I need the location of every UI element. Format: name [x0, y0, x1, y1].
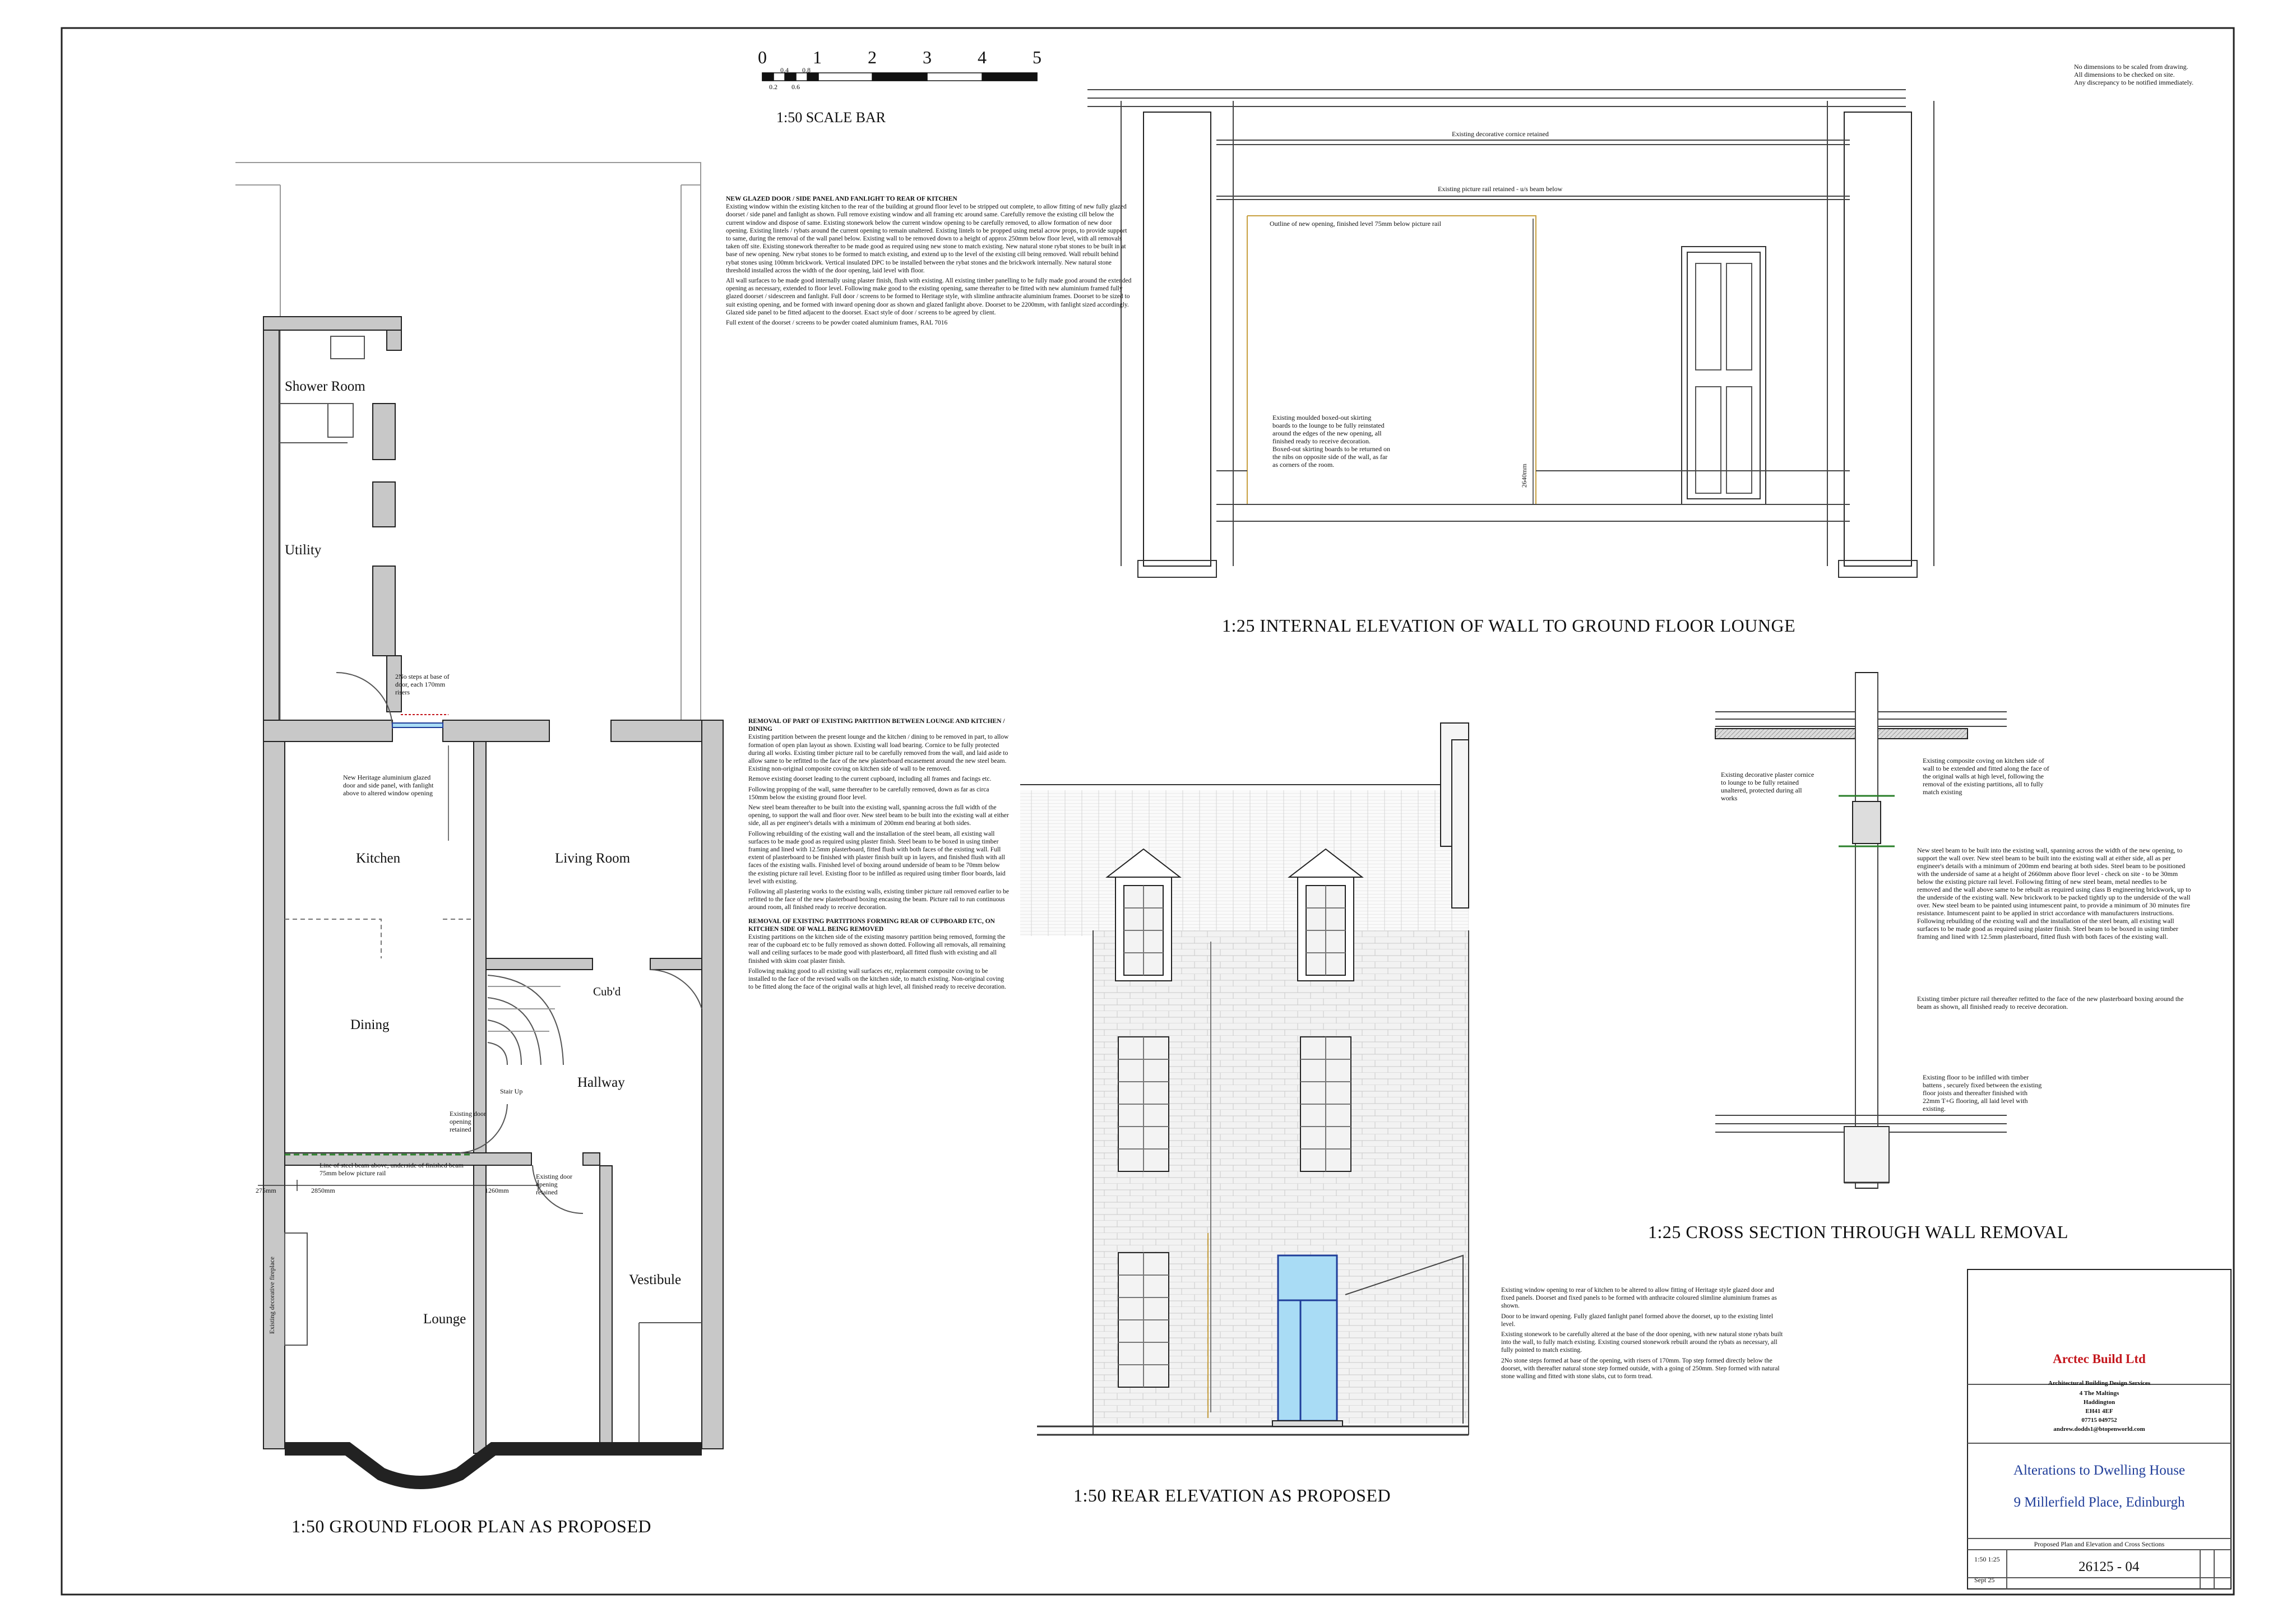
label-door-retained-left: Existing door opening retained — [450, 1110, 486, 1133]
tb-drawing-no: 26125 - 04 — [2079, 1559, 2140, 1574]
tb-firm: Arctec Build Ltd — [2053, 1352, 2146, 1366]
scale-label-3: 3 — [923, 47, 932, 67]
label-floor-infill: Existing floor to be infilled with timber battens , securely fixed between the existing floor joists and thereafter finished with 22mm T+G flooring, all laid level with existing. — [1923, 1073, 2042, 1113]
note-glazed-door: NEW GLAZED DOOR / SIDE PANEL AND FANLIGHT TO REAR OF KITCHEN Existing window within the existing kitchen to the rear of the building at ground floor level to be stripped out complete, to allow fitting of new fully glazed doorset / side panel and fanlight as shown. Full remove existing window and all framing etc around same. Carefully remove the existing cill below the current window and dispose of same. Existing stonework below the current window opening to be carefully removed, to allow formation of new door opening. Existing lintels / rybats around the current opening to remain unaltered. Existing lintels to be propped using metal acrow props, to provide support to same, during the removal of the wall panel below. Existing wall to be removed down to a height of approx 250mm below floor level, with all removals taken off site. Existing stonework thereafter to be made good as required using new stone to match existing. New natural stone rybat stones to be built in at base of new opening. New rybat stones to be formed to match existing, and extend up to the level of the existing cill being removed. Wall rebuilt behind rybat stones using 100mm brickwork. Vertical insulated DPC to be installed between the rybat stones and the brickwork internally. New natural stone threshold installed across the width of the door opening, laid level with floor. All wall surfaces to be made good internally using plaster finish, flush with existing. All existing timber panelling to be fully made good around the extended opening as necessary, extended to floor level. Following make good to the existing opening, same thereafter to be fitted with new aluminium framed fully glazed doorset / sidescreen and fanlight. Full door / screens to be formed to Heritage style, with slimline anthracite aluminium frames. Doorset to be sized to suit existing opening, and be formed with inward opening door as shown and glazed fanlight above. Doorset to be 2200mm, with fanlight sized accordingly. Glazed side panel to be fitted adjacent to the doorset. Exact style of door / screens to be agreed by client. Full extent of the doorset / screens to be powder coated aluminium frames, RAL 7016 — [726, 196, 1132, 327]
scale-label-1: 1 — [813, 47, 822, 67]
internal-elevation — [1087, 90, 1934, 577]
label-beam: Line of steel beam above, underside of finished beam 75mm below picture rail — [320, 1161, 464, 1177]
scale-label-2: 2 — [868, 47, 877, 67]
label-stair-up: Stair Up — [500, 1087, 523, 1095]
tb-services: Architectural Building Design Services — [2048, 1380, 2151, 1387]
room-dining: Dining — [350, 1017, 390, 1032]
room-cupboard: Cub'd — [593, 985, 621, 998]
scale-minor-0-2: 0.2 — [769, 83, 777, 91]
label-picture-rail: Existing picture rail retained - u/s beam below — [1438, 185, 1563, 193]
rear-elevation — [1020, 723, 1469, 1435]
tb-date: Sept 25 — [1974, 1576, 1995, 1584]
label-fireplace: Existing decorative fireplace — [268, 1257, 276, 1334]
dim-1260: 1260mm — [485, 1187, 509, 1194]
label-picture-rail-section: Existing timber picture rail thereafter refitted to the face of the new plasterboard boxing around the beam as shown, all finished ready to receive decoration. — [1917, 995, 2184, 1011]
note-window-opening: Existing window opening to rear of kitchen to be altered to allow fitting of Heritage style glazed door and fixed panels. Doorset and fixed panels to be formed with anthracite coloured slimline aluminium frames as shown. Door to be inward opening. Fully glazed fanlight panel formed above the doorset, up to the existing lintel level. Existing stonework to be carefully altered at the base of the door opening, with new natural stone rybats built into the wall, to fully match existing. Existing coursed stonework rebuilt around the rybats as necessary, all fully pointed to match existing. 2No stone steps formed at base of the opening, with risers of 170mm. Top step formed directly below the doorset, with thereafter natural stone step formed outside, with a going of 250mm. Step formed with natural stone walling and fitted with stone slabs, cut to form tread. — [1501, 1287, 1783, 1380]
scale-label-5: 5 — [1033, 47, 1041, 67]
internal-elevation-title: 1:25 INTERNAL ELEVATION OF WALL TO GROUND FLOOR LOUNGE — [1222, 615, 1796, 636]
room-lounge: Lounge — [423, 1311, 466, 1327]
label-outline: Outline of new opening, finished level 75mm below picture rail — [1270, 220, 1441, 228]
label-steel-beam: New steel beam to be built into the existing wall, spanning across the width of the new opening, to support the wall over. New steel beam to be built into the existing wall at either side, all as per engineer's details with a minimum of 200mm end bearing at both sides. Steel beam to be positioned with the underside of same at a height of 2660mm above floor level - check on site - to be 30mm below the existing picture rail level. Following fitting of new steel beam, metal needles to be removed and the wall above same to be rebuilt as required using class B engineering brickwork, up to the underside of the existing wall. New brickwork to be packed tightly up to the underside of the wall over. New steel beam to be painted using intumescent paint, to provide a minimum of 30 minutes fire resistance. Intumescent paint to be applied in strict accordance with manufacturers instructions. Following rebuilding of the existing wall and the installation of the steel beam, all existing wall surfaces to be made good as required using plaster finish. Steel beam to be boxed in using timber framing and lined with 12.5mm plasterboard, fitted flush with both faces of the existing wall. — [1917, 846, 2191, 940]
room-utility: Utility — [285, 543, 322, 558]
scale-label-4: 4 — [978, 47, 987, 67]
scale-minor-0-6: 0.6 — [791, 83, 800, 91]
tb-drawing-title: Proposed Plan and Elevation and Cross Sections — [2034, 1540, 2165, 1548]
label-coving: Existing composite coving on kitchen side of wall to be extended and fitted along the face of the original walls at high level, following the removal of the existing partitions, all to fully match existing — [1923, 757, 2049, 796]
top-right-note: No dimensions to be scaled from drawing. All dimensions to be checked on site. Any discrepancy to be notified immediately. — [2074, 63, 2194, 86]
scale-bar-caption: 1:50 SCALE BAR — [776, 109, 886, 126]
room-shower: Shower Room — [285, 379, 365, 394]
dim-275: 275mm — [256, 1187, 276, 1194]
room-living: Living Room — [555, 851, 631, 866]
tb-scale: 1:50 1:25 — [1974, 1555, 2000, 1563]
label-plaster-cornice: Existing decorative plaster cornice to lounge to be fully retained unaltered, protected during all works — [1721, 771, 1814, 802]
room-kitchen: Kitchen — [356, 851, 401, 866]
label-height-dim: 2640mm — [1520, 464, 1528, 488]
scale-minor-0-8: 0.8 — [802, 66, 811, 74]
scale-label-0: 0 — [758, 47, 767, 67]
dim-2850: 2850mm — [311, 1187, 335, 1194]
plan-title: 1:50 GROUND FLOOR PLAN AS PROPOSED — [291, 1516, 651, 1536]
room-vestibule: Vestibule — [629, 1272, 682, 1287]
tb-project: Alterations to Dwelling House — [2013, 1463, 2186, 1478]
scale-bar — [762, 73, 1037, 81]
rear-elevation-title: 1:50 REAR ELEVATION AS PROPOSED — [1073, 1485, 1391, 1505]
label-new-door: New Heritage aluminium glazed door and side panel, with fanlight above to altered window opening — [343, 773, 434, 797]
tb-project-address: 9 Millerfield Place, Edinburgh — [2013, 1495, 2185, 1510]
label-skirting: Existing moulded boxed-out skirting boards to the lounge to be fully reinstated around the edges of the new opening, all finished ready to receive decoration. Boxed-out skirting boards to be returned on the nibs on opposite side of the wall, as far as corners of the room. — [1272, 414, 1390, 469]
label-cornice: Existing decorative cornice retained — [1452, 130, 1549, 138]
cross-section-title: 1:25 CROSS SECTION THROUGH WALL REMOVAL — [1648, 1222, 2068, 1242]
note-removal-partition: REMOVAL OF PART OF EXISTING PARTITION BETWEEN LOUNGE AND KITCHEN / DINING Existing partition between the present lounge and the kitchen / dining to be removed in part, to allow formation of open plan layout as shown. Existing wall load bearing. Cornice to be fully protected during all works. Existing timber picture rail to be carefully removed from the wall, and laid aside to allow same to be refitted to the face of the new plasterboard encasement around the new steel beam. Existing non-original composite coving on kitchen side of wall to be removed. Remove existing doorset leading to the current cupboard, including all frames and facings etc. Following propping of the wall, same thereafter to be carefully removed, down as far as circa 150mm below the existing ground floor level. New steel beam thereafter to be built into the existing wall, spanning across the full width of the opening, to support the wall and floor over. New steel beam to be built into the existing wall at either side, all as per engineer's details with a minimum of 200mm end bearing at both sides. Following rebuilding of the existing wall and the installation of the steel beam, all existing wall surfaces to be made good as required using plaster finish. Steel beam to be boxed in using timber framing and lined with 12.5mm plasterboard, fitted flush with both faces of the existing wall. Full extent of plasterboard to be finished with plaster finish built up in layers, and finished flush with all faces of the existing walls. Finished level of boxing around underside of beam to be 70mm below the existing picture rail level. Existing floor to be infilled as required using timber floor boards, laid level with existing. Following all plastering works to the existing walls, existing timber picture rail removed earlier to be refitted to the face of the new plasterboard boxing encasing the beam. Picture rail to run continuous around room, all finished ready to receive decoration. REMOVAL OF EXISTING PARTITIONS FORMING REAR OF CUPBOARD ETC, ON KITCHEN SIDE OF WALL BEING REMOVED Existing partitions on the kitchen side of the existing masonry partition being removed, forming the rear of the cupboard etc to be fully removed as shown dotted. Following all removals, all remaining wall and ceiling surfaces to be made good with plasterboard, all fitted flush with existing and all finished with skim coat plaster finish. Following making good to all existing wall surfaces etc, replacement composite coving to be installed to the face of the revised walls on the kitchen side, to match existing. Non-original coving to be fitted along the face of the original walls at high level, all finished ready to receive decoration. — [748, 718, 1010, 991]
label-door-retained-right: Existing door opening retained — [536, 1173, 572, 1196]
label-steps: 2No steps at base of door, each 170mm risers — [395, 673, 450, 696]
tb-address: 4 The Maltings Haddington EH41 4EF 07715 049752 andrew.dodds1@btopenworld.com — [2053, 1390, 2145, 1433]
scale-minor-0-4: 0.4 — [780, 66, 789, 74]
room-hallway: Hallway — [577, 1075, 625, 1090]
